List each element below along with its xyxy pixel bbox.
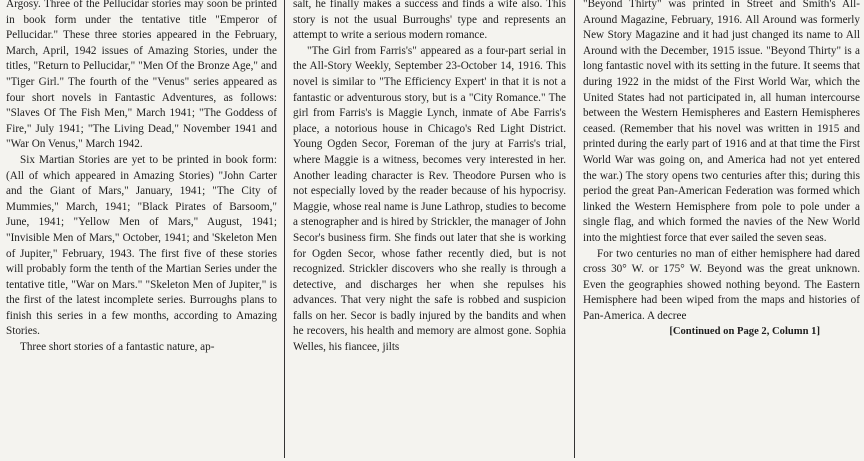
paragraph: "Beyond Thirty" was printed in Street and Smith's All-Around Magazine, February, 1916. All Around was formerly New Story Magazine and it had just changed its name to All Around with the December, 1915 issue. "Beyond Thirty" is a long fantastic novel with its setting in the future. It seems that during 1922 in the midst of the First World War, which the United States had not participated in, all human intercourse between the Western Hemispheres and Eastern Hemispheres ceased. (Remember that his novel was written in 1915 and printed during the early part of 1916 and at that time the First World War was going on, and America had not yet entered the war.) The story opens two centuries after this; during this period the great Pan-American Federation was formed which linked the Western Hemisphere from pole to pole under a single flag, and which formed the navies of the New World into the mightiest force that ever sailed the seven seas. [583,0,860,244]
column-1 [6,0,284,458]
paragraph: For two centuries no man of either hemisphere had dared cross 30° W. or 175° W. Beyond was the great unknown. Even the geographies showed nothing beyond. The Eastern Hemisphere had been wiped from the maps and histories of Pan-America. A decree [583,247,860,322]
continuation-note: [Continued on Page 2, Column 1] [669,326,820,338]
column-2 [284,0,574,458]
paragraph: Three short stories of a fantastic nature, ap- [20,341,215,354]
paragraph: salt, he finally makes a success and finds a wife also. This story is not the usual Burroughs' type and represents an attempt to write a serious modern romance. [293,0,566,42]
column-3 [574,0,860,458]
paragraph: Six Martian Stories are yet to be printed in book form: (All of which appeared in Amazing Stories) "John Carter and the Giant of Mars," January, 1941; "The City of Mummies," March, 1941; "Black Pirates of Barsoom," June, 1941; "Yellow Men of Mars," August, 1941; "Invisible Men of Mars," October, 1941; and 'Skeleton Men of Jupiter," February, 1943. The first five of these stories will probably form the tenth of the Martian Series under the tentative title, "War on Mars." "Skeleton Men of Jupiter," is the first of the latest incomplete series. Burroughs plans to finish this series in a few months, according to Amazing Stories. [6,153,277,338]
paragraph: "The Girl from Farris's" appeared as a four-part serial in the All-Story Weekly, September 23-October 14, 1916. This novel is similar to "The Efficiency Expert' in that it is not a fantastic or adventurous story, but is a "City Romance." The girl from Farris's is Maggie Lynch, inmate of Abe Farris's place, a notorious house in Chicago's Red Light District. Young Ogden Secor, Foreman of the jury at Farris's trial, where Maggie is a witness, becomes very interested in her. Another leading character is Rev. Theodore Pursen who is not especially loved by the reader because of his hypocrisy. Maggie, whose real name is June Lathrop, studies to become a stenographer and is hired by Strickler, the manager of John Secor's business firm. She finds out later that she is working for Ogden Secor, whose father recently died, but is not recognized. Strickler discovers who she really is through a detective, and discharges her when she repulses his advances. That very night the safe is robbed and suspicion falls on her. Secor is badly injured by the bandits and when he recovers, his health and memory are almost gone. Sophia Welles, his fiancee, jilts [293,44,566,354]
paragraph: Argosy. Three of the Pellucidar stories may soon be printed in book form under the tentative title "Emperor of Pellucidar." These three stories appeared in the February, March, April, 1942 issues of Amazing Stories, under the titles, "Return to Pellucidar," "Men Of the Bronze Age," and "Tiger Girl." The fourth of the "Venus" series appeared as four short novels in Fantastic Adventures, as follows: "Slaves Of The Fish Men," March 1941; "The Goddess of Fire," July 1941; "The Living Dead," November 1941 and "War On Venus," March 1942. [6,0,277,151]
